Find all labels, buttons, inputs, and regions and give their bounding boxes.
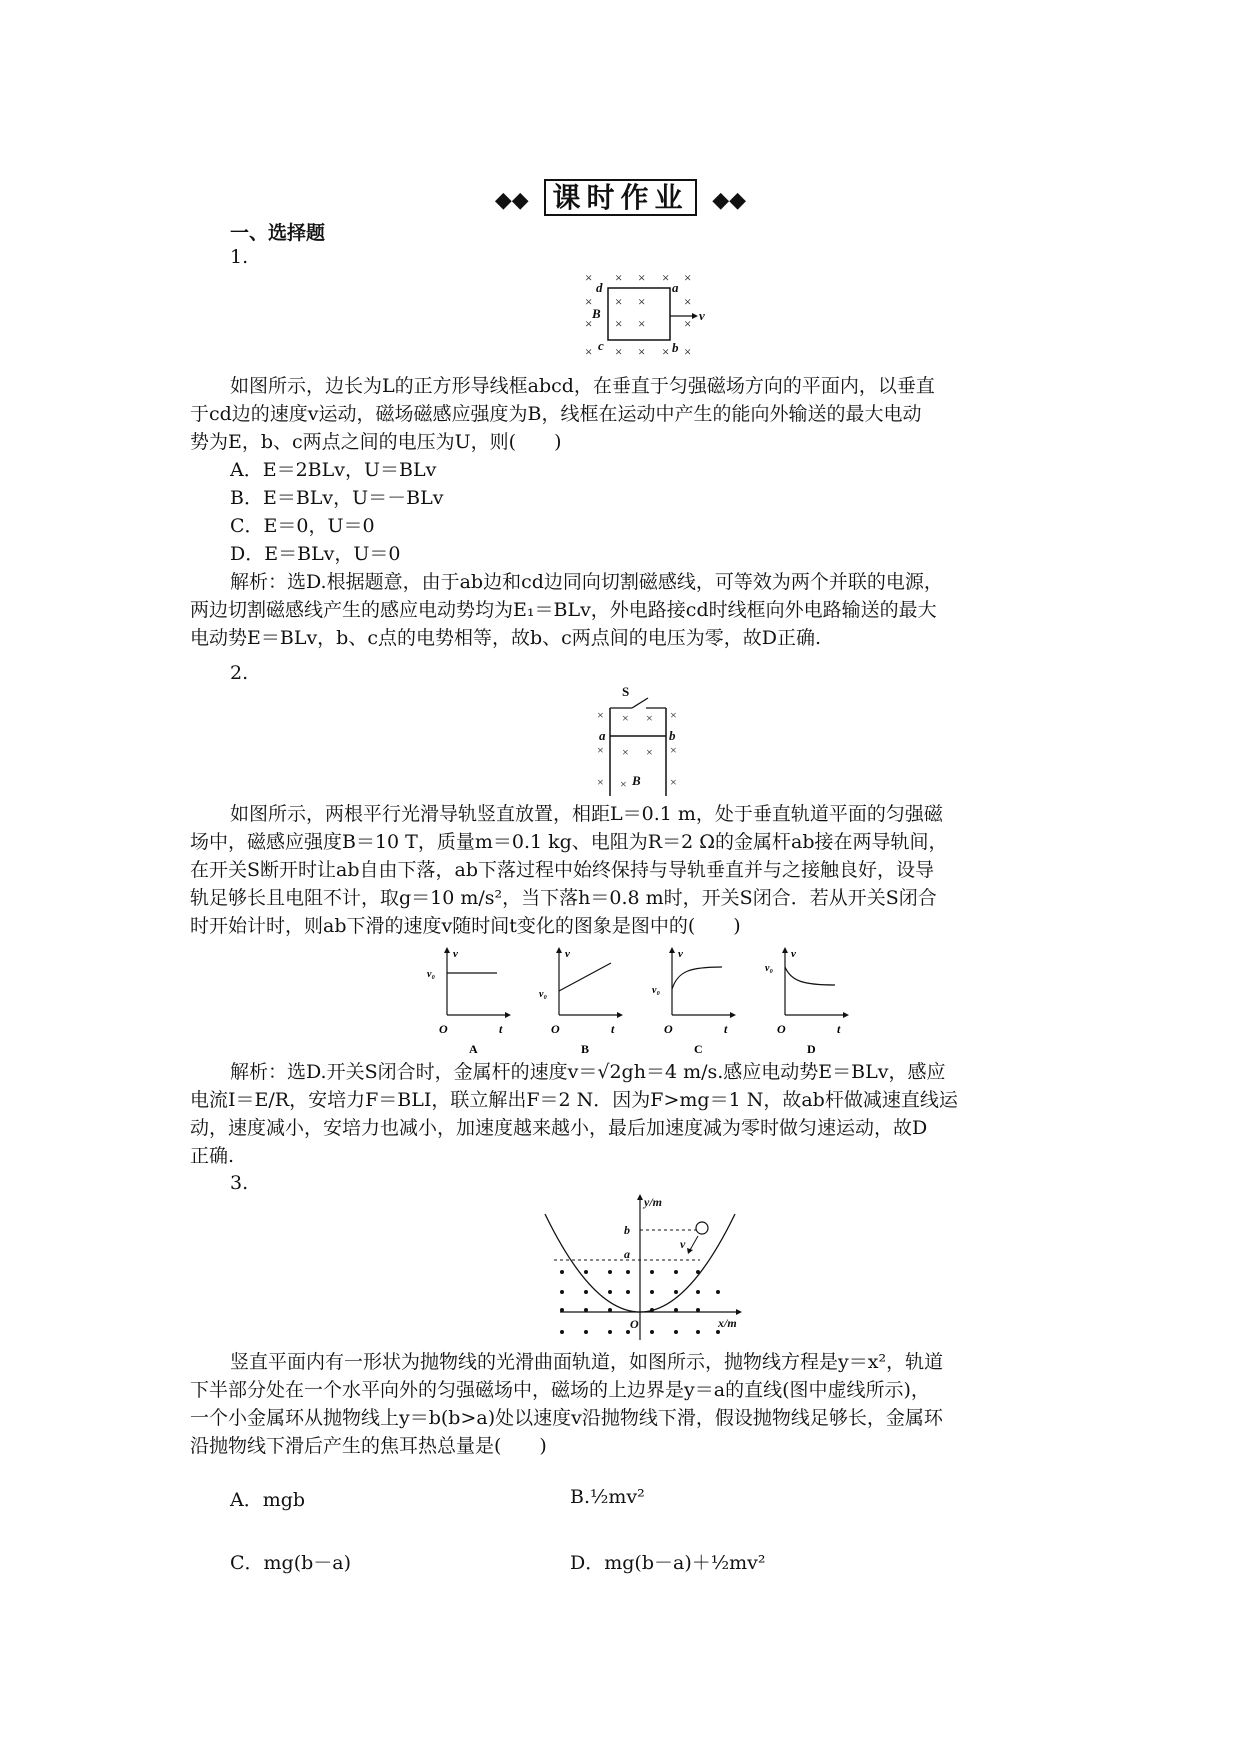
svg-text:v₀: v₀ (652, 985, 660, 996)
q2-figure (596, 684, 686, 796)
q3-stem-line: 沿抛物线下滑后产生的焦耳热总量是( ) (190, 1435, 547, 1457)
q1-option-c: C．E＝0，U＝0 (230, 515, 375, 537)
page-title (0, 176, 1241, 216)
q2-stem (190, 800, 1050, 940)
q1-option-b: B．E＝BLv，U＝－BLv (230, 487, 444, 509)
svg-text:v: v (565, 948, 570, 960)
svg-text:×: × (615, 294, 623, 309)
q2-analysis-line: 动，速度减小，安培力也减小，加速度越来越小，最后加速度减为零时做匀速运动，故D (190, 1117, 928, 1139)
question-number-3: 3. (230, 1172, 249, 1194)
label-y: y/m (644, 1195, 662, 1209)
svg-text:v₀: v₀ (765, 963, 773, 974)
svg-text:×: × (684, 270, 692, 285)
question-number-1: 1. (230, 246, 249, 268)
svg-text:t: t (724, 1022, 728, 1036)
question-number-2: 2. (230, 662, 249, 684)
svg-text:v: v (453, 948, 458, 960)
q1-analysis-line: 电动势E＝BLv，b、c点的电势相等，故b、c两点间的电压为零，故D正确. (190, 627, 822, 649)
svg-text:v₀: v₀ (539, 989, 547, 1000)
svg-text:×: × (585, 294, 593, 309)
label-a: a (672, 280, 679, 295)
q1-stem-line: 如图所示，边长为L的正方形导线框abcd，在垂直于匀强磁场方向的平面内，以垂直 (230, 375, 935, 397)
svg-text:×: × (638, 344, 646, 359)
graph-A (427, 947, 511, 1055)
svg-text:×: × (684, 294, 692, 309)
q1-stem-line: 于cd边的速度v运动，磁场磁感应强度为B，线框在运动中产生的能向外输送的最大电动 (190, 403, 922, 425)
svg-text:×: × (670, 708, 677, 722)
q2-graphs (425, 945, 865, 1055)
svg-text:×: × (638, 294, 646, 309)
svg-text:v₀: v₀ (427, 969, 435, 980)
title-deco-right: ◆◆ (712, 187, 747, 213)
q2-analysis-line: 正确. (190, 1145, 235, 1167)
svg-text:×: × (670, 775, 677, 789)
q3-option-c: C．mg(b－a) (230, 1552, 352, 1574)
label-a: a (599, 728, 606, 743)
section-heading: 一、选择题 (230, 222, 326, 244)
label-v: v (699, 308, 705, 323)
q2-stem-line: 轨足够长且电阻不计，取g＝10 m/s²，当下落h＝0.8 m时，开关S闭合．若从开关S闭合 (190, 887, 937, 909)
svg-text:×: × (646, 745, 653, 759)
q1-option-d: D．E＝BLv，U＝0 (230, 543, 401, 565)
svg-text:×: × (615, 344, 623, 359)
svg-text:×: × (597, 743, 604, 757)
svg-text:v: v (678, 948, 683, 960)
svg-text:×: × (638, 316, 646, 331)
x-mark: × (585, 270, 593, 285)
title-deco-left: ◆◆ (494, 187, 529, 213)
q1-analysis-line: 解析：选D.根据题意，由于ab边和cd边同向切割磁感线，可等效为两个并联的电源， (230, 571, 943, 593)
svg-text:×: × (622, 745, 629, 759)
svg-text:O: O (777, 1022, 786, 1036)
label-O: O (630, 1317, 639, 1331)
graph-label-A: A (469, 1042, 478, 1055)
label-b: b (672, 340, 679, 355)
q3-stem-line: 一个小金属环从抛物线上y＝b(b>a)处以速度v沿抛物线下滑，假设抛物线足够长，金属环 (190, 1407, 943, 1429)
svg-text:O: O (664, 1022, 673, 1036)
svg-text:×: × (662, 270, 670, 285)
svg-text:×: × (620, 777, 627, 791)
label-b: b (624, 1223, 630, 1237)
q2-stem-line: 场中，磁感应强度B＝10 T，质量m＝0.1 kg、电阻为R＝2 Ω的金属杆ab接在两导轨间， (190, 831, 948, 853)
q3-stem (190, 1348, 1050, 1460)
svg-text:×: × (615, 316, 623, 331)
q3-stem-line: 下半部分处在一个水平向外的匀强磁场中，磁场的上边界是y＝a的直线(图中虚线所示)， (190, 1379, 930, 1401)
label-b: b (669, 728, 676, 743)
graph-label-B: B (581, 1042, 590, 1055)
svg-text:×: × (670, 743, 677, 757)
svg-text:×: × (638, 270, 646, 285)
q3-option-d: D．mg(b－a)＋½mv² (570, 1552, 766, 1574)
graph-label-C: C (694, 1042, 703, 1055)
q2-analysis-line: 电流I＝E/R，安培力F＝BLI，联立解出F＝2 N．因为F>mg＝1 N，故ab杆做减速直线运 (190, 1089, 958, 1111)
label-v: v (680, 1237, 686, 1251)
label-c: c (598, 338, 604, 353)
svg-text:×: × (597, 775, 604, 789)
svg-text:×: × (684, 344, 692, 359)
svg-text:×: × (597, 708, 604, 722)
svg-text:×: × (622, 711, 629, 725)
svg-text:×: × (662, 344, 670, 359)
graph-label-D: D (807, 1042, 816, 1055)
svg-text:×: × (585, 344, 593, 359)
svg-text:×: × (684, 316, 692, 331)
label-B: B (592, 306, 601, 321)
q2-stem-line: 如图所示，两根平行光滑导轨竖直放置，相距L＝0.1 m，处于垂直轨道平面的匀强磁 (230, 803, 943, 825)
q1-stem (190, 372, 1050, 652)
svg-text:×: × (646, 711, 653, 725)
label-d: d (596, 280, 603, 295)
label-a: a (624, 1247, 630, 1261)
q3-figure (540, 1192, 750, 1342)
q1-analysis-line: 两边切割磁感线产生的感应电动势均为E₁＝BLv，外电路接cd时线框向外电路输送的最大 (190, 599, 937, 621)
svg-text:t: t (499, 1022, 503, 1036)
svg-text:×: × (585, 316, 593, 331)
q1-option-a: A．E＝2BLv，U＝BLv (230, 459, 437, 481)
switch-S (632, 698, 648, 708)
q3-option-a: A．mgb (230, 1489, 306, 1511)
graph-B (539, 947, 623, 1055)
label-x: x/m (718, 1316, 737, 1330)
q2-analysis (190, 1058, 1050, 1170)
label-S: S (622, 684, 630, 699)
graph-C (652, 947, 736, 1055)
svg-text:O: O (439, 1022, 448, 1036)
q2-analysis-line: 解析：选D.开关S闭合时，金属杆的速度v＝√2gh＝4 m/s.感应电动势E＝BLv，感应 (230, 1061, 946, 1083)
metal-ring (696, 1222, 708, 1234)
q2-stem-line: 在开关S断开时让ab自由下落，ab下落过程中始终保持与导轨垂直并与之接触良好，设导 (190, 859, 934, 881)
svg-text:t: t (611, 1022, 615, 1036)
svg-text:v: v (791, 948, 796, 960)
graph-D (765, 947, 849, 1055)
label-B: B (632, 773, 641, 788)
q3-stem-line: 竖直平面内有一形状为抛物线的光滑曲面轨道，如图所示，抛物线方程是y＝x²，轨道 (230, 1351, 944, 1373)
svg-text:O: O (551, 1022, 560, 1036)
title-text: 课时作业 (544, 179, 696, 216)
svg-text:×: × (615, 270, 623, 285)
svg-text:t: t (837, 1022, 841, 1036)
q2-stem-line: 时开始计时，则ab下滑的速度v随时间t变化的图象是图中的( ) (190, 915, 741, 937)
q1-figure (580, 268, 710, 360)
q1-stem-line: 势为E，b、c两点之间的电压为U，则( ) (190, 431, 562, 453)
q3-option-b: B.½mv² (570, 1486, 645, 1508)
